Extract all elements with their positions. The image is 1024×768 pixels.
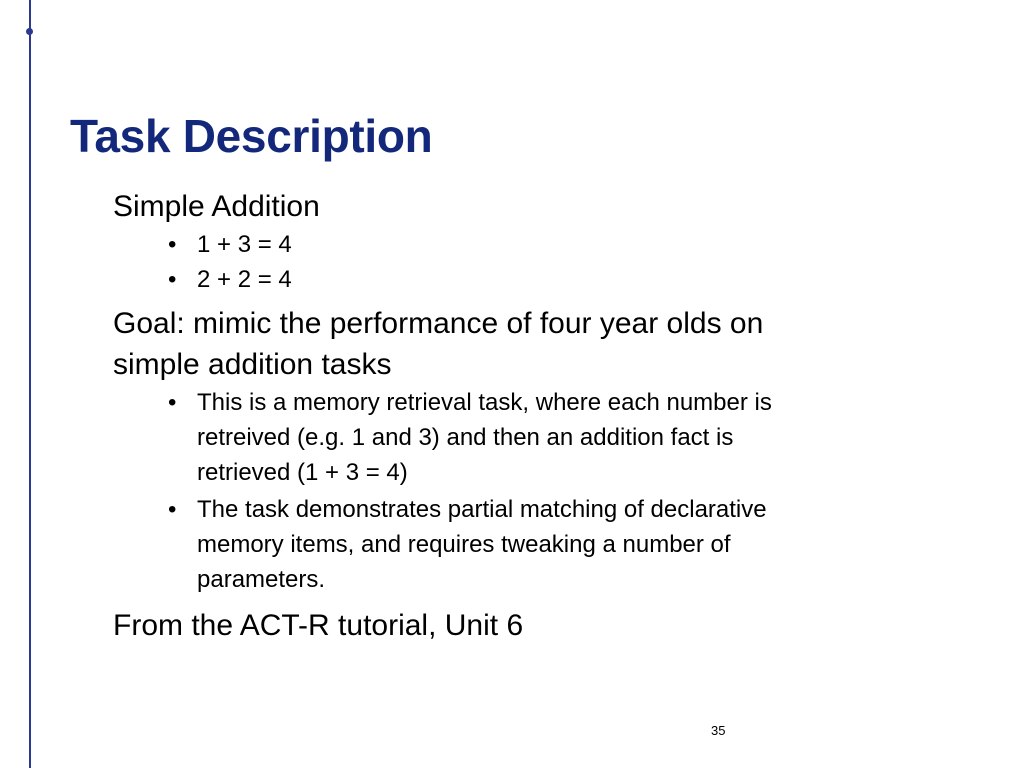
- list-item-line: memory items, and requires tweaking a number of: [197, 531, 731, 558]
- simple-addition-list: [113, 227, 913, 297]
- list-item-line: retrieved (1 + 3 = 4): [197, 459, 408, 486]
- list-item-line: The task demonstrates partial matching of declarative: [197, 496, 767, 523]
- section-heading-goal: [113, 303, 913, 385]
- bullet-glyph: •: [168, 496, 177, 523]
- page-number: 35: [711, 723, 726, 738]
- section-heading-simple-addition: Simple Addition: [113, 190, 320, 223]
- bullet-glyph: •: [168, 231, 177, 258]
- list-item-text: 2 + 2 = 4: [197, 266, 292, 293]
- list-item-text: 1 + 3 = 4: [197, 231, 292, 258]
- list-item: [113, 492, 913, 597]
- list-item: [113, 385, 913, 490]
- list-item-line: parameters.: [197, 566, 326, 593]
- list-item-line: This is a memory retrieval task, where each number is: [197, 389, 772, 416]
- left-vertical-rule: [29, 0, 31, 768]
- bullet-glyph: •: [168, 266, 177, 293]
- section-heading-source: From the ACT-R tutorial, Unit 6: [113, 609, 524, 642]
- slide-title: Task Description: [70, 110, 433, 162]
- list-item: [113, 262, 913, 297]
- goal-line-2: simple addition tasks: [113, 348, 392, 381]
- slide-body: [113, 186, 913, 646]
- list-item-line: retreived (e.g. 1 and 3) and then an addition fact is: [197, 424, 734, 451]
- goal-line-1: Goal: mimic the performance of four year olds on: [113, 307, 764, 340]
- goal-detail-list: [113, 385, 913, 597]
- bullet-glyph: •: [168, 389, 177, 416]
- left-rule-dot: [26, 28, 33, 35]
- list-item: [113, 227, 913, 262]
